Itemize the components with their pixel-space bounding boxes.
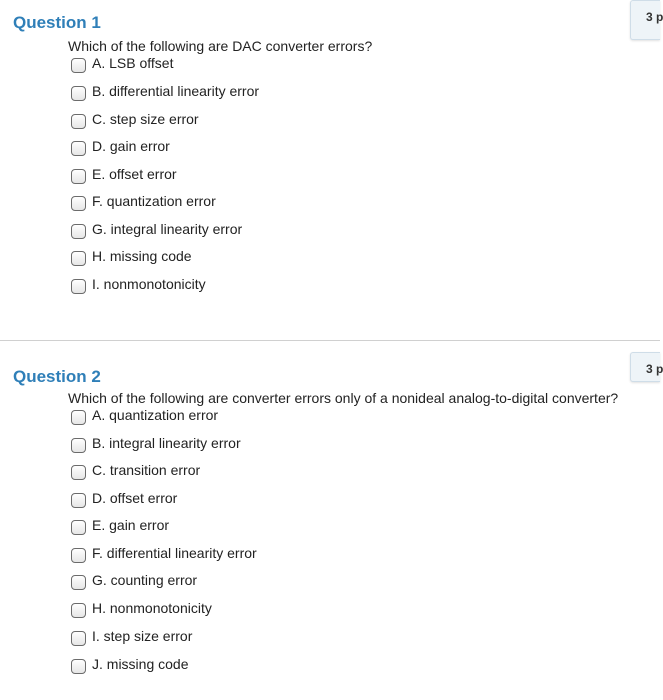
checkbox[interactable]	[71, 493, 86, 508]
checkbox[interactable]	[71, 251, 86, 266]
option-label: D. offset error	[92, 490, 178, 506]
checkbox[interactable]	[71, 520, 86, 535]
answer-option-d[interactable]	[71, 135, 170, 157]
checkbox[interactable]	[71, 279, 86, 294]
answer-option-h[interactable]	[71, 597, 212, 619]
checkbox[interactable]	[71, 169, 86, 184]
answer-option-b[interactable]	[71, 80, 259, 102]
option-label: H. missing code	[92, 248, 192, 264]
question-1-panel	[0, 0, 663, 338]
checkbox[interactable]	[71, 438, 86, 453]
question-title: Question 1	[13, 13, 101, 32]
option-label: C. transition error	[92, 462, 201, 478]
checkbox[interactable]	[71, 141, 86, 156]
answer-option-f[interactable]	[71, 190, 216, 212]
answer-option-i[interactable]	[71, 625, 192, 647]
option-label: B. integral linearity error	[92, 435, 241, 451]
points-tab: 3 p	[630, 352, 660, 382]
answer-option-e[interactable]	[71, 514, 169, 536]
checkbox[interactable]	[71, 603, 86, 618]
question-title: Question 2	[13, 367, 101, 386]
checkbox[interactable]	[71, 86, 86, 101]
option-label: E. gain error	[92, 517, 170, 533]
option-label: I. nonmonotonicity	[92, 276, 206, 292]
option-label: E. offset error	[92, 166, 177, 182]
option-label: G. integral linearity error	[92, 221, 243, 237]
checkbox[interactable]	[71, 114, 86, 129]
answer-option-i[interactable]	[71, 273, 206, 295]
answer-option-a[interactable]	[71, 404, 218, 426]
checkbox[interactable]	[71, 58, 86, 73]
option-label: B. differential linearity error	[92, 83, 260, 99]
checkbox[interactable]	[71, 224, 86, 239]
option-label: G. counting error	[92, 572, 198, 588]
answer-option-c[interactable]	[71, 459, 200, 481]
option-label: J. missing code	[92, 656, 189, 672]
answer-option-b[interactable]	[71, 432, 241, 454]
option-label: F. differential linearity error	[92, 545, 257, 561]
answer-option-g[interactable]	[71, 569, 197, 591]
checkbox[interactable]	[71, 659, 86, 674]
question-divider	[0, 340, 660, 341]
answer-option-j[interactable]	[71, 653, 188, 675]
checkbox[interactable]	[71, 631, 86, 646]
option-label: H. nonmonotonicity	[92, 600, 212, 616]
option-label: C. step size error	[92, 111, 199, 127]
checkbox[interactable]	[71, 410, 86, 425]
checkbox[interactable]	[71, 196, 86, 211]
points-tab: 3 p	[630, 0, 660, 40]
option-label: A. LSB offset	[92, 55, 174, 71]
option-label: I. step size error	[92, 628, 193, 644]
answer-option-h[interactable]	[71, 245, 192, 267]
answer-option-g[interactable]	[71, 218, 242, 240]
answer-option-d[interactable]	[71, 487, 177, 509]
question-2-panel	[0, 352, 663, 700]
option-label: D. gain error	[92, 138, 170, 154]
checkbox[interactable]	[71, 548, 86, 563]
checkbox[interactable]	[71, 575, 86, 590]
answer-option-f[interactable]	[71, 542, 257, 564]
answer-option-e[interactable]	[71, 163, 177, 185]
answer-option-a[interactable]	[71, 52, 173, 74]
answer-option-c[interactable]	[71, 108, 199, 130]
question-text: Which of the following are DAC converter errors?	[68, 38, 373, 54]
option-label: F. quantization error	[92, 193, 216, 209]
checkbox[interactable]	[71, 465, 86, 480]
option-label: A. quantization error	[92, 407, 219, 423]
question-text: Which of the following are converter errors only of a nonideal analog-to-digital converter?	[68, 390, 619, 406]
